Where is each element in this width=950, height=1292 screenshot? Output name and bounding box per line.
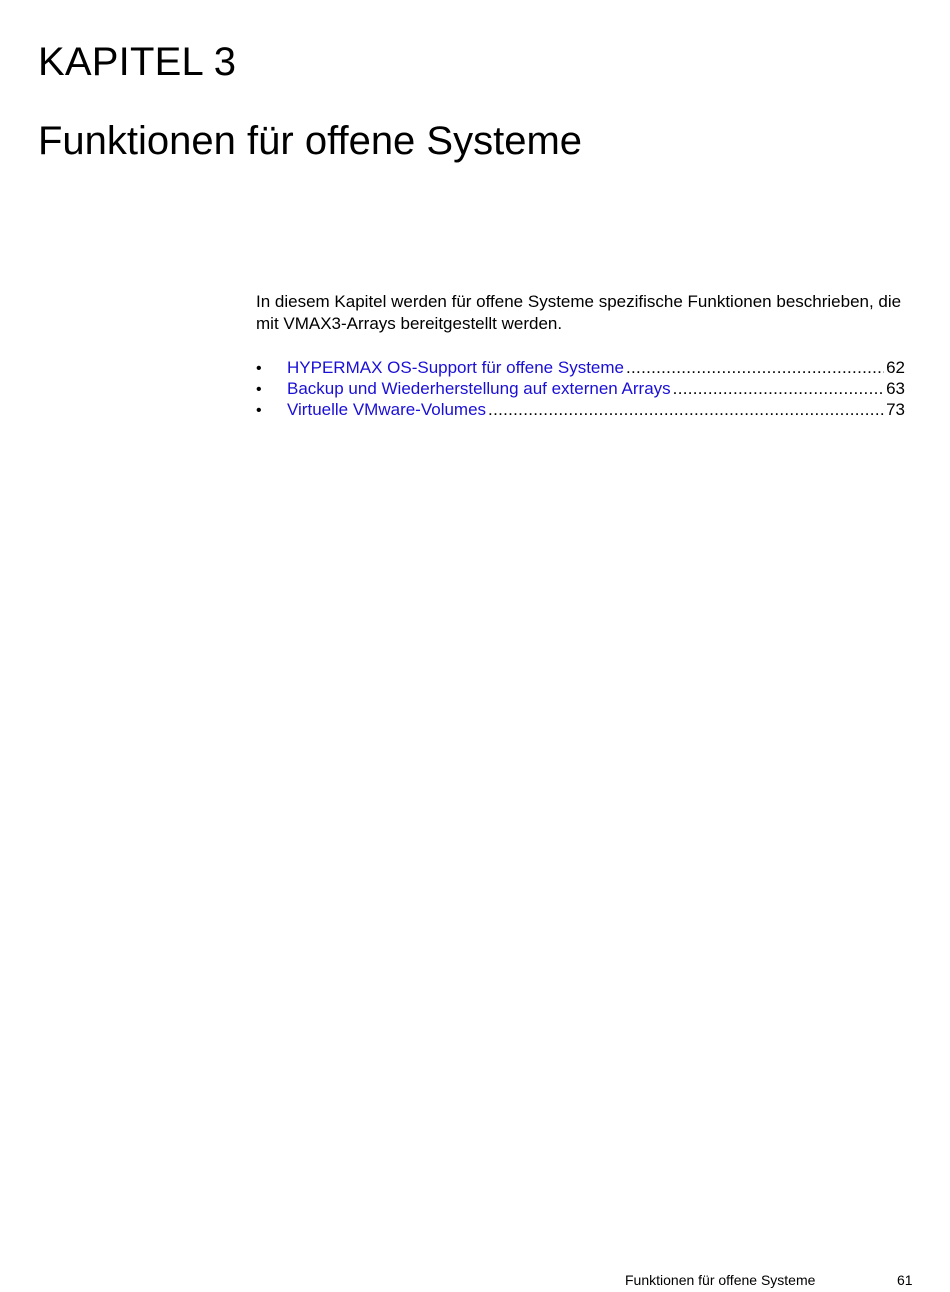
toc-page-number: 63 (886, 379, 905, 398)
chapter-intro: In diesem Kapitel werden für offene Systeme spezifische Funktionen beschrieben, die mit VMAX3-Arrays bereitgestellt werden. (256, 292, 902, 333)
toc-link-hypermax-os-support[interactable]: HYPERMAX OS-Support für offene Systeme (287, 358, 624, 377)
chapter-title: Funktionen für offene Systeme (38, 119, 583, 163)
table-of-contents (256, 357, 905, 420)
chapter-label: KAPITEL 3 (38, 40, 237, 84)
toc-link-backup-recovery[interactable]: Backup und Wiederherstellung auf externen Arrays (287, 379, 671, 398)
toc-item (256, 357, 905, 378)
toc-item (256, 399, 905, 420)
footer-chapter-title: Funktionen für offene Systeme (625, 1272, 816, 1288)
toc-page-number: 73 (886, 400, 905, 419)
bullet-icon: • (256, 360, 262, 377)
dot-leader (626, 357, 884, 378)
toc-item (256, 378, 905, 399)
bullet-icon: • (256, 381, 262, 398)
dot-leader (488, 399, 884, 420)
toc-page-number: 62 (886, 358, 905, 377)
dot-leader (673, 378, 884, 399)
toc-link-virtual-vmware-volumes[interactable]: Virtuelle VMware-Volumes (287, 400, 487, 419)
bullet-icon: • (256, 402, 262, 419)
footer-page-number: 61 (897, 1272, 913, 1288)
